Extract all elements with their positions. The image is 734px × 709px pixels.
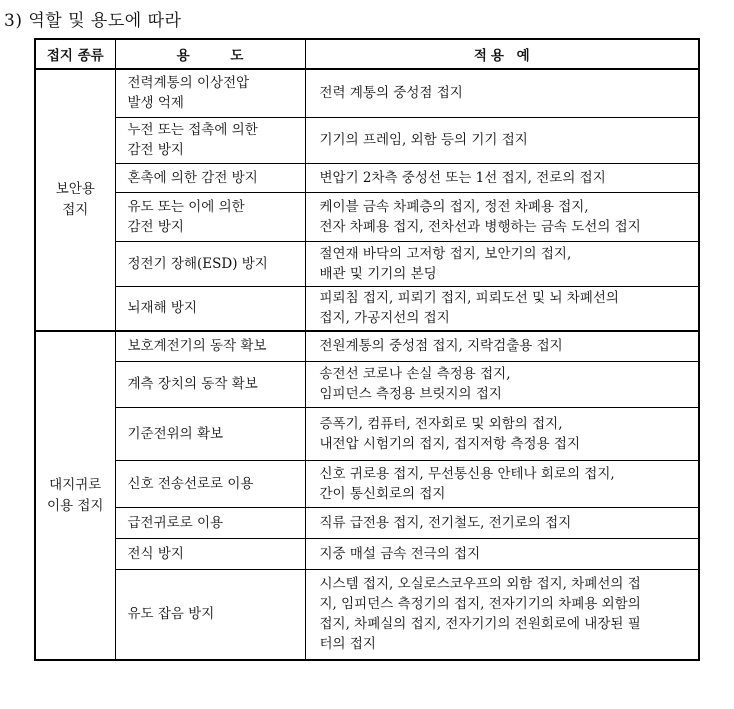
use-line: 전식 방지 [127, 545, 184, 562]
application-line: 지, 임피던스 측정기의 접지, 전자기기의 차폐용 외함의 [319, 596, 641, 613]
use-cell [115, 241, 305, 286]
application-cell [305, 569, 699, 660]
grounding-table [34, 38, 700, 661]
table-row [35, 69, 699, 117]
application-cell [305, 507, 699, 538]
use-line: 발생 억제 [127, 95, 184, 112]
application-line: 배관 및 기기의 본딩 [319, 265, 437, 282]
application-cell [305, 192, 699, 241]
use-line: 기준전위의 확보 [127, 425, 224, 442]
application-line: 간이 통신회로의 접지 [319, 485, 446, 502]
table-row [35, 241, 699, 286]
category-cell [35, 331, 115, 660]
category-line: 대지귀로 [49, 476, 102, 493]
use-cell [115, 569, 305, 660]
use-line: 혼촉에 의한 감전 방지 [127, 169, 258, 186]
use-cell [115, 460, 305, 507]
table-row [35, 361, 699, 407]
use-cell [115, 163, 305, 192]
table-row [35, 117, 699, 163]
header-type: 접지 종류 [35, 39, 115, 69]
application-line: 송전선 코로나 손실 측정용 접지, [319, 366, 511, 382]
category-line: 접지 [62, 202, 89, 218]
application-cell [305, 361, 699, 407]
application-line: 신호 귀로용 접지, 무선통신용 안테나 회로의 접지, [319, 465, 615, 482]
use-line: 누전 또는 접촉에 의한 [127, 122, 258, 138]
header-use: 용 도 [115, 39, 305, 69]
application-cell [305, 286, 699, 331]
use-line: 감전 방지 [127, 218, 184, 235]
table-header-row [35, 39, 699, 69]
header-application: 적용 예 [305, 39, 699, 69]
use-cell [115, 331, 305, 361]
application-line: 임피던스 측정용 브릿지의 접지 [319, 386, 502, 402]
application-line: 전원계통의 중성점 접지, 지락검출용 접지 [319, 338, 563, 355]
use-cell [115, 507, 305, 538]
application-cell [305, 117, 699, 163]
use-line: 급전귀로로 이용 [127, 514, 224, 531]
application-line: 지중 매설 금속 전극의 접지 [319, 545, 481, 562]
category-line: 이용 접지 [47, 497, 104, 514]
use-cell [115, 69, 305, 117]
category-cell [35, 69, 115, 331]
application-line: 전력 계통의 중성점 접지 [319, 85, 463, 102]
table-row [35, 407, 699, 460]
use-line: 유도 또는 이에 의한 [127, 198, 245, 215]
application-cell [305, 460, 699, 507]
table-body [35, 69, 699, 660]
use-line: 신호 전송선로로 이용 [127, 475, 254, 492]
table-row [35, 286, 699, 331]
table-row [35, 163, 699, 192]
use-cell [115, 361, 305, 407]
table-row [35, 460, 699, 507]
application-line: 내전압 시험기의 접지, 접지저항 측정용 접지 [319, 435, 580, 452]
application-line: 케이블 금속 차폐층의 접지, 정전 차폐용 접지, [319, 198, 589, 215]
use-line: 보호계전기의 동작 확보 [127, 338, 267, 355]
application-cell [305, 163, 699, 192]
table-row [35, 569, 699, 660]
use-line: 유도 잡음 방지 [127, 606, 215, 623]
application-line: 터의 접지 [319, 636, 376, 653]
application-cell [305, 69, 699, 117]
application-cell [305, 407, 699, 460]
use-cell [115, 117, 305, 163]
use-line: 전력계통의 이상전압 [127, 75, 250, 92]
use-cell [115, 407, 305, 460]
application-cell [305, 331, 699, 361]
application-line: 증폭기, 컴퓨터, 전자회로 및 외함의 접지, [319, 415, 563, 432]
application-line: 피뢰침 접지, 피뢰기 접지, 피뢰도선 및 뇌 차폐선의 [319, 290, 619, 307]
application-line: 절연재 바닥의 고저항 접지, 보안기의 접지, [319, 245, 572, 262]
use-line: 감전 방지 [127, 142, 184, 158]
use-line: 정전기 장해(ESD) 방지 [127, 255, 268, 272]
table-row [35, 331, 699, 361]
use-cell [115, 192, 305, 241]
use-cell [115, 286, 305, 331]
application-line: 접지, 차폐실의 접지, 전자기기의 전원회로에 내장된 필 [319, 616, 641, 633]
use-line: 계측 장치의 동작 확보 [127, 376, 258, 392]
application-cell [305, 538, 699, 569]
application-line: 직류 급전용 접지, 전기철도, 전기로의 접지 [319, 514, 572, 531]
use-cell [115, 538, 305, 569]
category-line: 보안용 [55, 181, 95, 197]
table-row [35, 507, 699, 538]
application-line: 시스템 접지, 오실로스코우프의 외함 접지, 차폐선의 접 [319, 576, 641, 593]
application-line: 전자 차폐용 접지, 전차선과 병행하는 금속 도선의 접지 [319, 218, 641, 235]
application-cell [305, 241, 699, 286]
application-line: 접지, 가공지선의 접지 [319, 310, 450, 327]
table-row [35, 192, 699, 241]
section-title: 3) 역할 및 용도에 따라 [4, 11, 182, 31]
table-row [35, 538, 699, 569]
application-line: 기기의 프레임, 외함 등의 기기 접지 [319, 132, 528, 148]
use-line: 뇌재해 방지 [127, 300, 197, 317]
application-line: 변압기 2차측 중성선 또는 1선 접지, 전로의 접지 [319, 169, 606, 186]
